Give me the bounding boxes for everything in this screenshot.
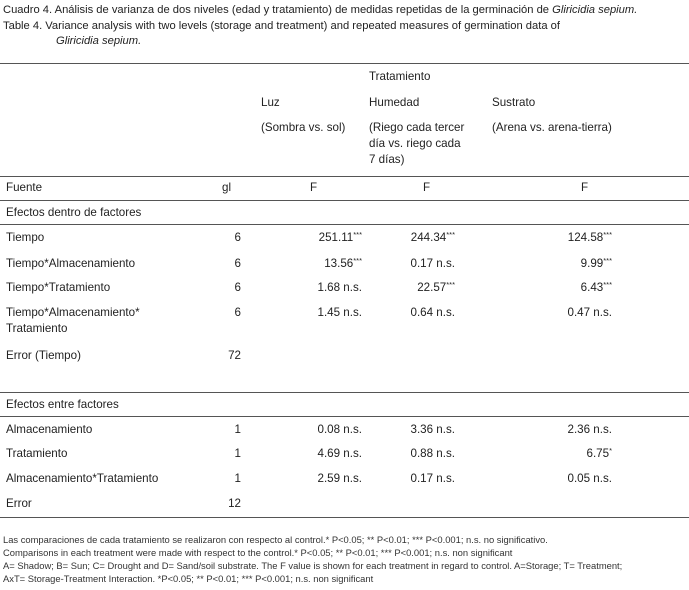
section-within: Efectos dentro de factores xyxy=(6,206,142,219)
caption-en-species: Gliricidia sepium. xyxy=(56,35,142,47)
subheader-rule xyxy=(0,200,689,201)
header-f-humedad: F xyxy=(423,181,431,194)
table-row-luz: 4.69 n.s. xyxy=(317,447,362,460)
table-row-sustrato: 9.99*** xyxy=(580,256,612,270)
table-row-fuente: Error xyxy=(6,497,32,510)
table-row-humedad: 0.88 n.s. xyxy=(410,447,455,460)
header-luz: Luz xyxy=(261,96,280,109)
table-top-rule xyxy=(0,63,689,64)
header-humedad-sub1: (Riego cada tercer xyxy=(369,121,465,134)
header-sustrato: Sustrato xyxy=(492,96,536,109)
table-row-fuente: Almacenamiento*Tratamiento xyxy=(6,472,159,485)
table-row-fuente: Error (Tiempo) xyxy=(6,349,81,362)
header-humedad: Humedad xyxy=(369,96,420,109)
caption-en-line2 xyxy=(56,34,141,48)
table-row-luz: 2.59 n.s. xyxy=(317,472,362,485)
table-row-fuente: Almacenamiento xyxy=(6,423,93,436)
table-row-fuente: Tiempo*Almacenamiento xyxy=(6,257,136,270)
table-row-luz: 1.45 n.s. xyxy=(317,306,362,319)
table-row-sustrato: 0.47 n.s. xyxy=(567,306,612,319)
table-row-humedad: 0.17 n.s. xyxy=(410,257,455,270)
table-row-gl: 6 xyxy=(234,281,241,294)
header-gl: gl xyxy=(222,181,232,194)
section-between: Efectos entre factores xyxy=(6,398,119,411)
footnote-abbrev-1: A= Shadow; B= Sun; C= Drought and D= Sand/soil substrate. The F value is shown for each treatment in regard to control. A=Storage; T= Treatment; xyxy=(3,560,623,571)
header-sustrato-sub: (Arena vs. arena-tierra) xyxy=(492,121,612,134)
table-row-humedad: 0.64 n.s. xyxy=(410,306,455,319)
table-row-sustrato: 2.36 n.s. xyxy=(567,423,612,436)
table-row-humedad: 244.34*** xyxy=(410,230,455,244)
table-row-luz: 251.11*** xyxy=(318,230,362,244)
header-luz-sub: (Sombra vs. sol) xyxy=(261,121,346,134)
section-within-rule xyxy=(0,224,689,225)
header-rule xyxy=(0,176,689,177)
caption-en-line1: Table 4. Variance analysis with two levels (storage and treatment) and repeated measures of germination data of xyxy=(3,20,560,32)
header-tratamiento: Tratamiento xyxy=(369,70,431,83)
table-row-sustrato: 6.75* xyxy=(586,446,612,460)
table-row-fuente-cont: Tratamiento xyxy=(6,322,68,335)
table-row-gl: 1 xyxy=(234,472,241,485)
table-row-gl: 6 xyxy=(234,231,241,244)
footnote-es: Las comparaciones de cada tratamiento se realizaron con respecto al control.* P<0.05; ** P<0.01; *** P<0.001; n.s. no significativo. xyxy=(3,534,548,545)
table-row-gl: 1 xyxy=(234,423,241,436)
header-f-luz: F xyxy=(310,181,318,194)
table-row-gl: 1 xyxy=(234,447,241,460)
caption-es xyxy=(3,3,637,17)
table-row-humedad: 22.57*** xyxy=(417,280,455,294)
table-row-luz: 1.68 n.s. xyxy=(317,281,362,294)
table-row-gl: 12 xyxy=(228,497,241,510)
table-row-gl: 72 xyxy=(228,349,241,362)
header-humedad-sub2: día vs. riego cada xyxy=(369,137,461,150)
table-row-luz: 13.56*** xyxy=(324,256,362,270)
caption-es-text: Cuadro 4. Análisis de varianza de dos niveles (edad y tratamiento) de medidas repetidas de la germinación de xyxy=(3,4,553,16)
table-row-humedad: 0.17 n.s. xyxy=(410,472,455,485)
caption-es-species: Gliricidia sepium. xyxy=(552,4,638,16)
header-humedad-sub3: 7 días) xyxy=(369,153,405,166)
header-fuente: Fuente xyxy=(6,181,43,194)
table-row-fuente: Tratamiento xyxy=(6,447,68,460)
table-row-luz: 0.08 n.s. xyxy=(317,423,362,436)
section-between-top-rule xyxy=(0,392,689,393)
table-bottom-rule xyxy=(0,517,689,518)
footnote-abbrev-2: AxT= Storage-Treatment Interaction. *P<0.05; ** P<0.01; *** P<0.001; n.s. non significant xyxy=(3,573,374,584)
table-row-gl: 6 xyxy=(234,257,241,270)
table-row-fuente: Tiempo xyxy=(6,231,45,244)
header-f-sustrato: F xyxy=(581,181,589,194)
footnote-en: Comparisons in each treatment were made with respect to the control.* P<0.05; ** P<0.01; *** P<0.001; n.s. non significant xyxy=(3,547,513,558)
table-row-sustrato: 6.43*** xyxy=(580,280,612,294)
table-row-sustrato: 0.05 n.s. xyxy=(567,472,612,485)
table-row-fuente: Tiempo*Tratamiento xyxy=(6,281,111,294)
section-between-rule xyxy=(0,416,689,417)
table-row-gl: 6 xyxy=(234,306,241,319)
table-row-fuente: Tiempo*Almacenamiento* xyxy=(6,306,140,319)
table-row-humedad: 3.36 n.s. xyxy=(410,423,455,436)
table-row-sustrato: 124.58*** xyxy=(567,230,612,244)
